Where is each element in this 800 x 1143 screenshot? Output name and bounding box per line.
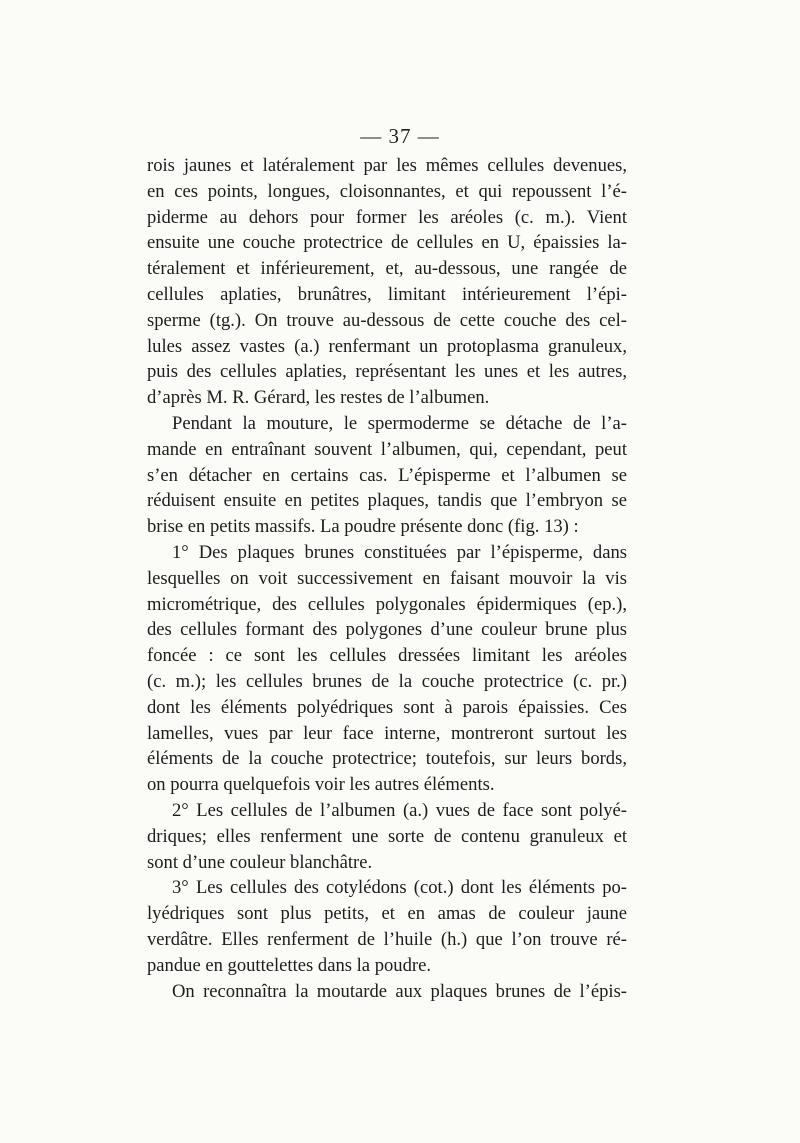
- text-line: 3° Les cellules des cotylédons (cot.) dont les éléments po-: [172, 877, 627, 899]
- text-line: On reconnaîtra la moutarde aux plaques brunes de l’épis-: [172, 980, 627, 1002]
- text-line: verdâtre. Elles renferment de l’huile (h.) que l’on trouve ré-: [147, 928, 627, 950]
- text-line: éléments de la couche protectrice; toutefois, sur leurs bords,: [147, 748, 627, 770]
- text-line: piderme au dehors pour former les aréoles (c. m.). Vient: [147, 206, 627, 228]
- text-line: 2° Les cellules de l’albumen (a.) vues de face sont polyé-: [172, 799, 627, 821]
- text-line: pandue en gouttelettes dans la poudre.: [147, 954, 431, 976]
- text-line: en ces points, longues, cloisonnantes, et qui repoussent l’é-: [147, 180, 627, 202]
- text-line: lyédriques sont plus petits, et en amas de couleur jaune: [147, 903, 627, 925]
- text-line: driques; elles renferment une sorte de contenu granuleux et: [147, 825, 627, 847]
- text-line: Pendant la mouture, le spermoderme se détache de l’a-: [172, 412, 627, 434]
- text-line: lamelles, vues par leur face interne, montreront surtout les: [147, 722, 627, 744]
- text-line: on pourra quelquefois voir les autres éléments.: [147, 774, 495, 796]
- text-line: réduisent ensuite en petites plaques, tandis que l’embryon se: [147, 490, 627, 512]
- text-line: d’après M. R. Gérard, les restes de l’albumen.: [147, 387, 490, 409]
- text-line: ensuite une couche protectrice de cellules en U, épaissies la-: [147, 232, 627, 254]
- text-line: brise en petits massifs. La poudre présente donc (fig. 13) :: [147, 516, 579, 538]
- text-line: téralement et inférieurement, et, au-dessous, une rangée de: [147, 258, 627, 280]
- page-number: — 37 —: [360, 124, 440, 148]
- text-line: dont les éléments polyédriques sont à parois épaissies. Ces: [147, 696, 627, 718]
- body-text: [147, 153, 627, 1004]
- text-line: foncée : ce sont les cellules dressées limitant les aréoles: [147, 645, 627, 667]
- text-line: (c. m.); les cellules brunes de la couche protectrice (c. pr.): [147, 670, 627, 692]
- text-line: s’en détacher en certains cas. L’épisperme et l’albumen se: [147, 464, 627, 486]
- text-line: puis des cellules aplaties, représentant les unes et les autres,: [147, 361, 627, 383]
- text-line: rois jaunes et latéralement par les mêmes cellules devenues,: [147, 155, 627, 176]
- text-line: sperme (tg.). On trouve au-dessous de cette couche des cel-: [147, 309, 627, 331]
- text-line: des cellules formant des polygones d’une couleur brune plus: [147, 619, 627, 641]
- text-line: lules assez vastes (a.) renfermant un protoplasma granuleux,: [147, 335, 627, 357]
- text-line: micrométrique, des cellules polygonales épidermiques (ep.),: [147, 593, 627, 615]
- text-line: cellules aplaties, brunâtres, limitant intérieurement l’épi-: [147, 283, 627, 305]
- text-line: lesquelles on voit successivement en faisant mouvoir la vis: [147, 567, 627, 589]
- text-line: sont d’une couleur blanchâtre.: [147, 851, 373, 873]
- text-line: mande en entraînant souvent l’albumen, qui, cependant, peut: [147, 438, 627, 460]
- text-line: 1° Des plaques brunes constituées par l’épisperme, dans: [172, 541, 627, 563]
